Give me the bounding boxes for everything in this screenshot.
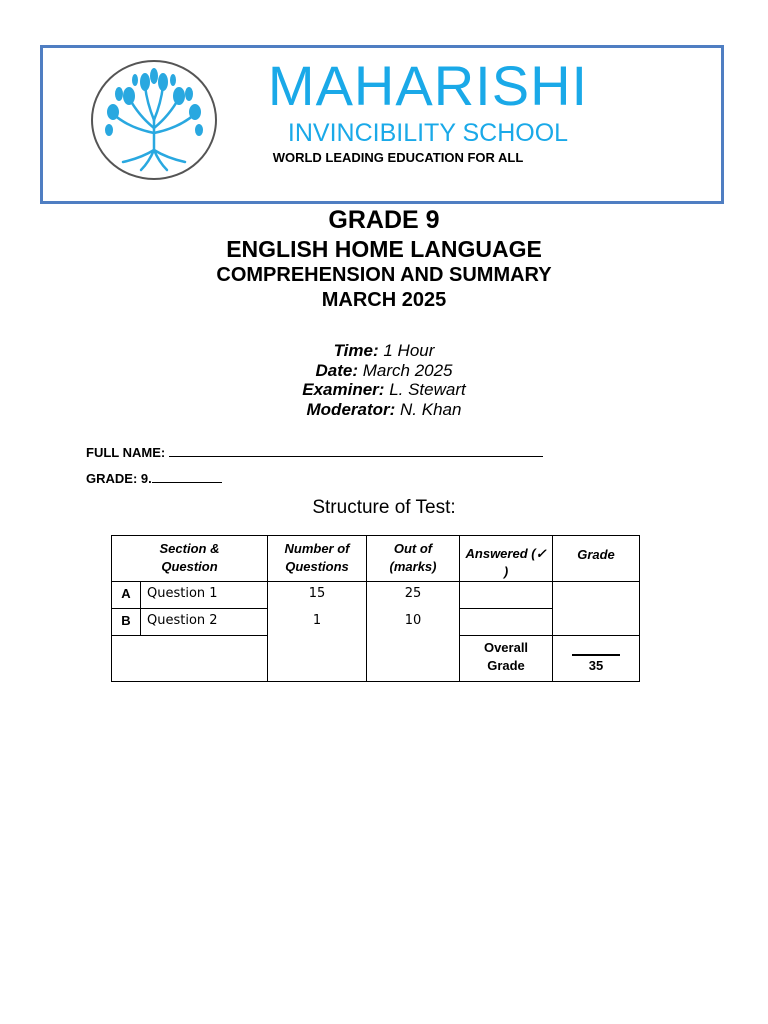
school-subtitle: INVINCIBILITY SCHOOL (287, 119, 569, 147)
marks-value: 10 (404, 613, 422, 628)
answered-checkbox[interactable] (460, 609, 553, 636)
question-count: 1 (312, 613, 322, 628)
header-grade: Grade (553, 536, 640, 582)
grade-blank[interactable] (152, 470, 222, 483)
empty-cell (112, 636, 268, 682)
time-label: Time: (333, 341, 379, 360)
header-number-of-questions: Number of Questions (268, 536, 367, 582)
question-name: Question 1 (141, 582, 268, 609)
grade-title: GRADE 9 (328, 206, 440, 234)
paper-title: COMPREHENSION AND SUMMARY (216, 264, 552, 286)
school-motto: WORLD LEADING EDUCATION FOR ALL (272, 150, 524, 165)
section-letter: B (112, 609, 141, 636)
examiner-label: Examiner: (302, 380, 385, 399)
examiner-info (0, 380, 768, 400)
question-name: Question 2 (141, 609, 268, 636)
score-blank (572, 654, 620, 656)
school-name: MAHARISHI (267, 54, 589, 117)
grade-cell[interactable] (553, 582, 640, 636)
marks-value: 25 (404, 586, 422, 601)
section-letter: A (112, 582, 141, 609)
full-name-blank[interactable] (169, 444, 543, 457)
full-name-label: FULL NAME: (86, 445, 166, 460)
examiner-value: L. Stewart (389, 380, 466, 399)
grade-label: GRADE: 9. (86, 471, 152, 486)
overall-grade-label: Overall Grade (460, 636, 553, 682)
table-row (112, 582, 640, 609)
structure-title: Structure of Test: (312, 497, 456, 518)
grade-field (86, 470, 222, 487)
question-count: 15 (308, 586, 326, 601)
full-name-field (86, 444, 543, 461)
date-label: Date: (315, 361, 358, 380)
moderator-label: Moderator: (306, 400, 396, 419)
structure-table (111, 535, 640, 682)
header-answered: Answered (✓ ) (460, 536, 553, 582)
tree-of-life-logo-icon (89, 58, 219, 182)
date-info (0, 361, 768, 381)
total-cell[interactable] (553, 636, 640, 682)
moderator-info (0, 400, 768, 420)
time-info (0, 341, 768, 361)
answered-checkbox[interactable] (460, 582, 553, 609)
table-header-row (112, 536, 640, 582)
date-value: March 2025 (362, 361, 453, 380)
header-section-question: Section & Question (112, 536, 268, 582)
header-out-of: Out of (marks) (367, 536, 460, 582)
total-marks: 35 (588, 658, 604, 673)
month-title: MARCH 2025 (321, 289, 447, 311)
question-count-cell (268, 582, 367, 682)
subject-title: ENGLISH HOME LANGUAGE (226, 236, 542, 262)
marks-cell (367, 582, 460, 682)
moderator-value: N. Khan (400, 400, 462, 419)
time-value: 1 Hour (383, 341, 435, 360)
